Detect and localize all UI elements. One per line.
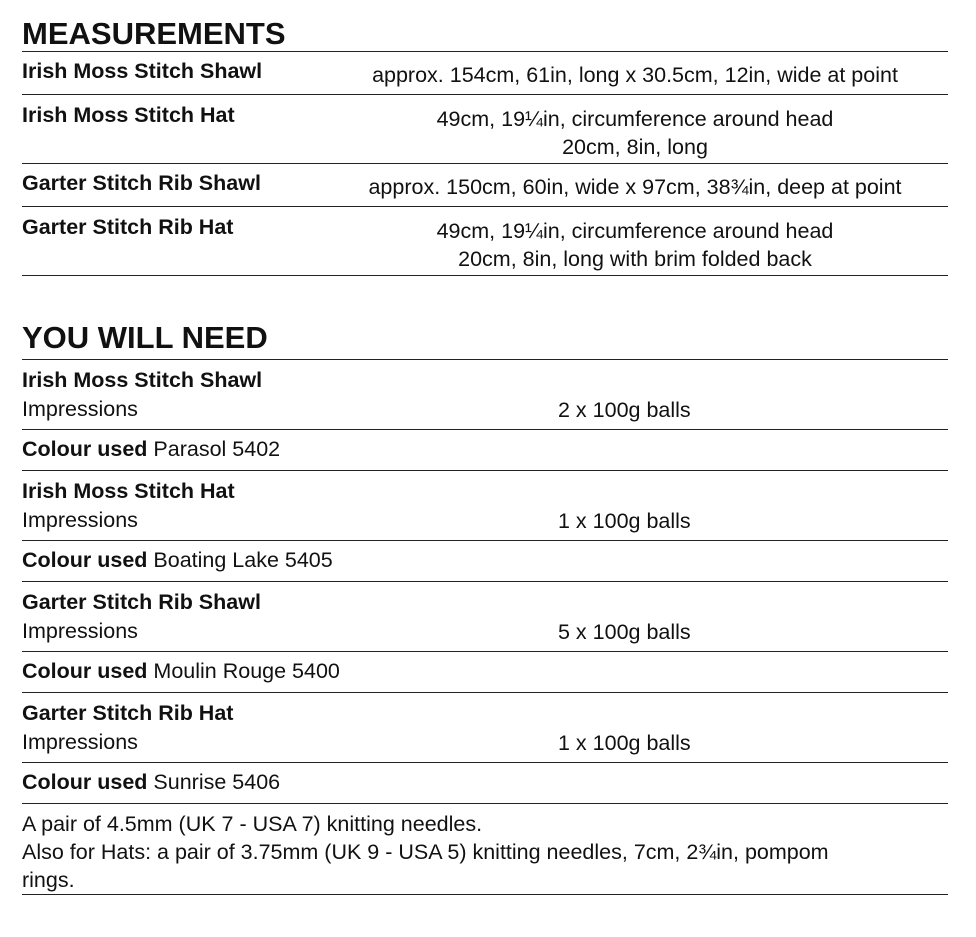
needles-line: A pair of 4.5mm (UK 7 - USA 7) knitting needles. <box>22 812 483 836</box>
measurement-line: 20cm, 8in, long with brim folded back <box>458 247 812 271</box>
colour-value: Boating Lake 5405 <box>153 548 333 572</box>
yarn-name: Impressions <box>22 730 138 754</box>
yarn-row <box>22 692 948 762</box>
needles-line: rings. <box>22 868 75 892</box>
measurement-value <box>322 169 948 201</box>
colour-label: Colour used <box>22 548 148 572</box>
table-rule <box>22 894 948 895</box>
project-name: Garter Stitch Rib Hat <box>22 701 234 725</box>
yarn-quantity: 1 x 100g balls <box>558 731 691 755</box>
measurement-item-name: Garter Stitch Rib Hat <box>22 215 234 239</box>
colour-label: Colour used <box>22 437 148 461</box>
measurement-item-name: Irish Moss Stitch Hat <box>22 103 235 127</box>
measurement-value <box>322 213 948 273</box>
project-name: Irish Moss Stitch Shawl <box>22 368 263 392</box>
pattern-page <box>22 0 948 895</box>
yarn-row <box>22 470 948 540</box>
yarn-name: Impressions <box>22 619 138 643</box>
measurements-table <box>22 51 948 276</box>
measurement-row <box>22 51 948 94</box>
measurement-line: approx. 154cm, 61in, long x 30.5cm, 12in, wide at point <box>372 63 898 87</box>
needles-line: Also for Hats: a pair of 3.75mm (UK 9 - USA 5) knitting needles, 7cm, 2¾in, pompom <box>22 840 829 864</box>
yarn-row <box>22 581 948 651</box>
colour-row <box>22 540 948 581</box>
yarn-name: Impressions <box>22 508 138 532</box>
yarn-quantity: 5 x 100g balls <box>558 620 691 644</box>
colour-label: Colour used <box>22 770 148 794</box>
yarn-quantity: 1 x 100g balls <box>558 509 691 533</box>
colour-value: Moulin Rouge 5400 <box>153 659 340 683</box>
measurement-line: 20cm, 8in, long <box>562 135 708 159</box>
measurement-line: 49cm, 19¼in, circumference around head <box>436 107 834 131</box>
colour-row <box>22 762 948 803</box>
project-name: Garter Stitch Rib Shawl <box>22 590 261 614</box>
measurement-row <box>22 163 948 206</box>
measurement-item-name: Irish Moss Stitch Shawl <box>22 59 263 83</box>
materials-list <box>22 359 948 895</box>
measurements-heading: MEASUREMENTS <box>22 16 286 51</box>
measurement-item-name: Garter Stitch Rib Shawl <box>22 171 261 195</box>
yarn-name: Impressions <box>22 397 138 421</box>
yarn-quantity: 2 x 100g balls <box>558 398 691 422</box>
yarn-row <box>22 359 948 429</box>
measurement-line: approx. 150cm, 60in, wide x 97cm, 38¾in, deep at point <box>368 175 902 199</box>
table-rule <box>22 275 948 276</box>
colour-row <box>22 429 948 470</box>
measurement-row <box>22 206 948 275</box>
colour-label: Colour used <box>22 659 148 683</box>
measurement-row <box>22 94 948 163</box>
colour-row <box>22 651 948 692</box>
colour-value: Sunrise 5406 <box>153 770 281 794</box>
measurement-value <box>322 57 948 89</box>
measurement-line: 49cm, 19¼in, circumference around head <box>436 219 834 243</box>
measurement-value <box>322 101 948 161</box>
you-will-need-heading: YOU WILL NEED <box>22 320 268 355</box>
needles-note <box>22 803 948 894</box>
colour-value: Parasol 5402 <box>153 437 281 461</box>
project-name: Irish Moss Stitch Hat <box>22 479 235 503</box>
